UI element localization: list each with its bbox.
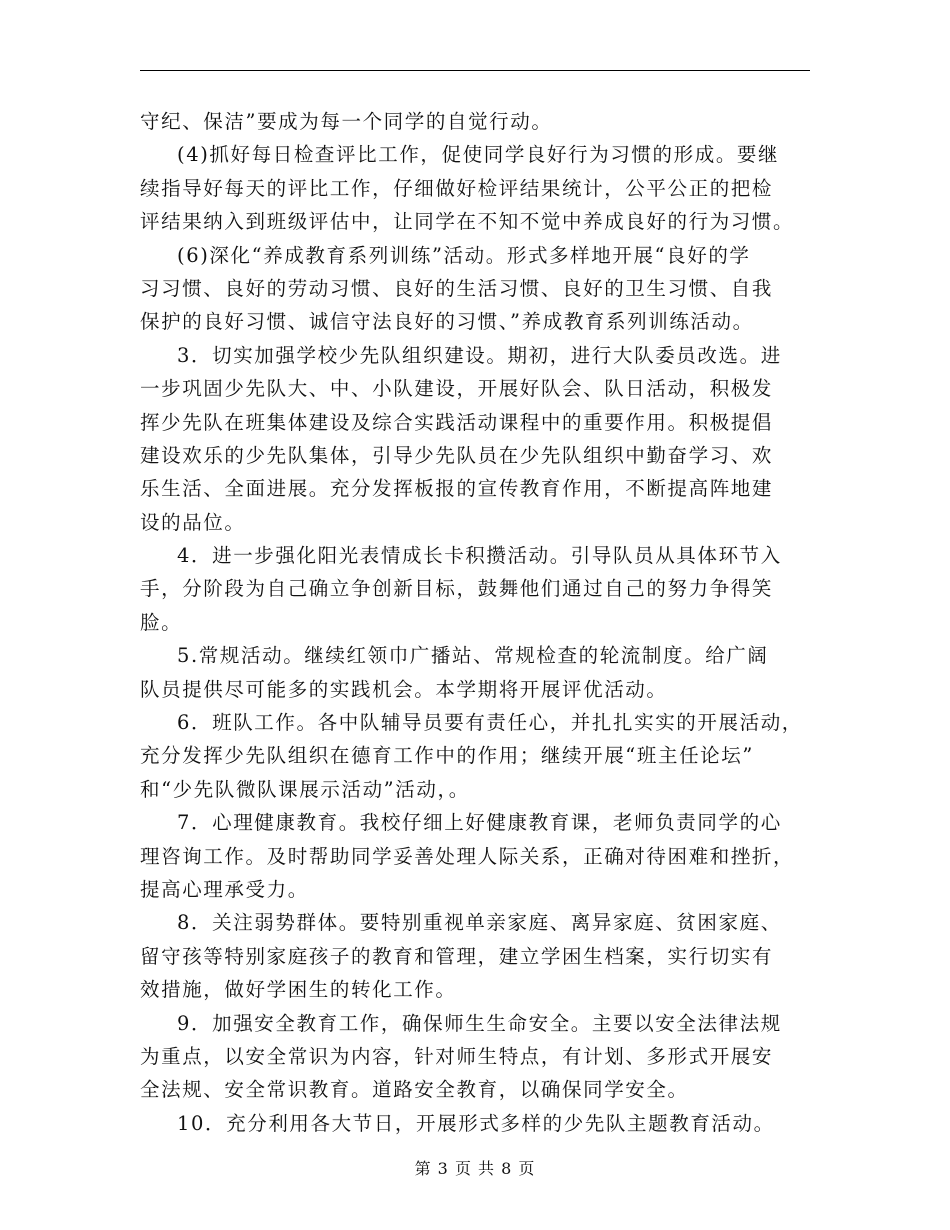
text-line: 留守孩等特别家庭孩子的教育和管理，建立学困生档案，实行切实有 — [140, 944, 774, 968]
text-line: 手，分阶段为自己确立争创新目标，鼓舞他们通过自己的努力争得笑 — [140, 577, 774, 601]
text-line: 8．关注弱势群体。要特别重视单亲家庭、离异家庭、贫困家庭、 — [177, 911, 782, 935]
text-line: 和“少先队微队课展示活动”活动，。 — [140, 777, 470, 801]
text-line: 9．加强安全教育工作，确保师生生命安全。主要以安全法律法规 — [177, 1011, 782, 1035]
text-line: 守纪、保洁”要成为每一个同学的自觉行动。 — [140, 110, 553, 133]
text-line: 效措施，做好学困生的转化工作。 — [140, 978, 457, 1002]
text-line: 10．充分利用各大节日，开展形式多样的少先队主题教育活动。 — [177, 1111, 775, 1135]
text-line: 提高心理承受力。 — [140, 877, 309, 901]
text-line: 为重点，以安全常识为内容，针对师生特点，有计划、多形式开展安 — [140, 1044, 774, 1068]
text-line: 理咨询工作。及时帮助同学妥善处理人际关系，正确对待困难和挫折， — [140, 844, 795, 868]
text-line: 一步巩固少先队大、中、小队建设，开展好队会、队日活动，积极发 — [140, 377, 774, 401]
text-line: 队员提供尽可能多的实践机会。本学期将开展评优活动。 — [140, 677, 668, 701]
text-line: 设的品位。 — [140, 510, 246, 534]
text-line: 乐生活、全面进展。充分发挥板报的宣传教育作用，不断提高阵地建 — [140, 477, 774, 501]
text-line: 保护的良好习惯、诚信守法良好的习惯、”养成教育系列训练活动。 — [140, 310, 754, 334]
header-rule — [140, 70, 810, 71]
text-line: 全法规、安全常识教育。道路安全教育，以确保同学安全。 — [140, 1078, 689, 1102]
text-line: 评结果纳入到班级评估中，让同学在不知不觉中养成良好的行为习惯。 — [140, 210, 795, 234]
text-line: 3．切实加强学校少先队组织建设。期初，进行大队委员改选。进 — [177, 343, 782, 367]
text-line: 脸。 — [140, 610, 183, 634]
text-line: 7．心理健康教育。我校仔细上好健康教育课，老师负责同学的心 — [177, 811, 782, 835]
text-line: 续指导好每天的评比工作，仔细做好检评结果统计，公平公正的把检 — [140, 176, 774, 200]
text-line: 挥少先队在班集体建设及综合实践活动课程中的重要作用。积极提倡 — [140, 410, 774, 434]
text-line: 6．班队工作。各中队辅导员要有责任心，并扎扎实实的开展活动， — [177, 711, 803, 735]
text-line: 习习惯、良好的劳动习惯、良好的生活习惯、良好的卫生习惯、自我 — [140, 276, 774, 300]
text-line: (6)深化“养成教育系列训练”活动。形式多样地开展“良好的学 — [177, 243, 751, 267]
text-line: 5.常规活动。继续红领巾广播站、常规检查的轮流制度。给广阔 — [177, 644, 769, 668]
text-line: (4)抓好每日检查评比工作，促使同学良好行为习惯的形成。要继 — [177, 143, 780, 167]
document-body — [140, 105, 820, 1140]
text-line: 4．进一步强化阳光表情成长卡积攒活动。引导队员从具体环节入 — [177, 544, 782, 568]
page-footer: 第 3 页 共 8 页 — [414, 1159, 536, 1178]
text-line: 充分发挥少先队组织在德育工作中的作用；继续开展“班主任论坛” — [140, 744, 754, 768]
text-line: 建设欢乐的少先队集体，引导少先队员在少先队组织中勤奋学习、欢 — [140, 443, 774, 467]
